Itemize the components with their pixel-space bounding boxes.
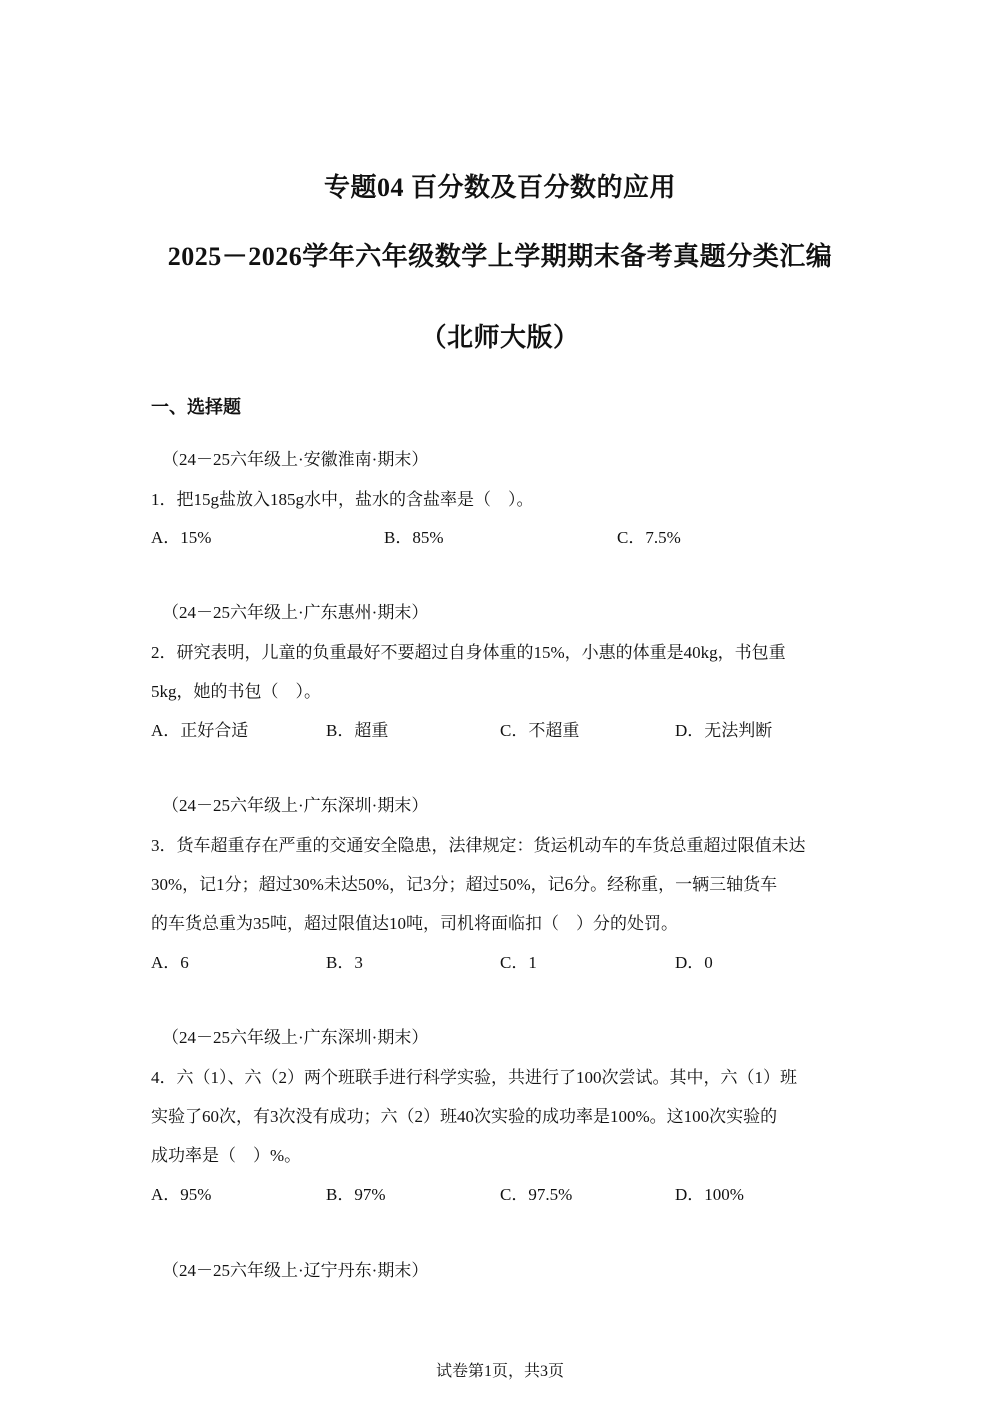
question-4-option-a: A．95%	[151, 1185, 212, 1204]
question-3-source: （24－25六年级上·广东深圳·期末）	[162, 796, 429, 815]
doc-title: 专题04 百分数及百分数的应用	[323, 173, 676, 202]
question-4-option-b: B．97%	[326, 1185, 386, 1204]
question-1-option-a: A．15%	[151, 528, 212, 547]
question-2-text-line-2: 5kg，她的书包（ ）。	[151, 682, 321, 701]
question-2-option-c: C．不超重	[500, 721, 580, 740]
question-3-option-a: A．6	[151, 953, 189, 972]
doc-edition: （北师大版）	[420, 323, 580, 352]
question-3-option-b: B．3	[326, 953, 363, 972]
question-1-source: （24－25六年级上·安徽淮南·期末）	[162, 450, 429, 469]
question-4-source: （24－25六年级上·广东深圳·期末）	[162, 1028, 429, 1047]
question-4-text-line-3: 成功率是（ ）%。	[151, 1146, 302, 1165]
question-1-text: 1．把15g盐放入185g水中，盐水的含盐率是（ ）。	[151, 490, 534, 509]
doc-subtitle: 2025－2026学年六年级数学上学期期末备考真题分类汇编	[167, 242, 833, 271]
question-2-source: （24－25六年级上·广东惠州·期末）	[162, 603, 429, 622]
question-1-option-c: C．7.5%	[617, 528, 681, 547]
question-3-text-line-1: 3．货车超重存在严重的交通安全隐患，法律规定：货运机动车的车货总重超过限值未达	[151, 836, 806, 855]
question-1-option-b: B．85%	[384, 528, 444, 547]
question-3-option-c: C．1	[500, 953, 537, 972]
question-2-option-d: D．无法判断	[675, 721, 773, 740]
question-4-text-line-2: 实验了60次，有3次没有成功；六（2）班40次实验的成功率是100%。这100次实验的	[151, 1107, 778, 1126]
question-4-option-c: C．97.5%	[500, 1185, 573, 1204]
question-2-option-b: B．超重	[326, 721, 389, 740]
page-footer: 试卷第1页，共3页	[435, 1363, 564, 1380]
question-5-source: （24－25六年级上·辽宁丹东·期末）	[162, 1261, 429, 1280]
question-3-text-line-2: 30%，记1分；超过30%未达50%，记3分；超过50%，记6分。经称重，一辆三轴货车	[151, 875, 778, 894]
question-2-option-a: A．正好合适	[151, 721, 249, 740]
question-2-text-line-1: 2．研究表明，儿童的负重最好不要超过自身体重的15%，小惠的体重是40kg，书包重	[151, 643, 786, 662]
question-4-text-line-1: 4．六（1）、六（2）两个班联手进行科学实验，共进行了100次尝试。其中，六（1）班	[151, 1068, 797, 1087]
question-4-option-d: D．100%	[675, 1185, 744, 1204]
section-heading: 一、选择题	[151, 397, 241, 417]
question-3-text-line-3: 的车货总重为35吨，超过限值达10吨，司机将面临扣（ ）分的处罚。	[151, 914, 678, 933]
question-3-option-d: D．0	[675, 953, 713, 972]
